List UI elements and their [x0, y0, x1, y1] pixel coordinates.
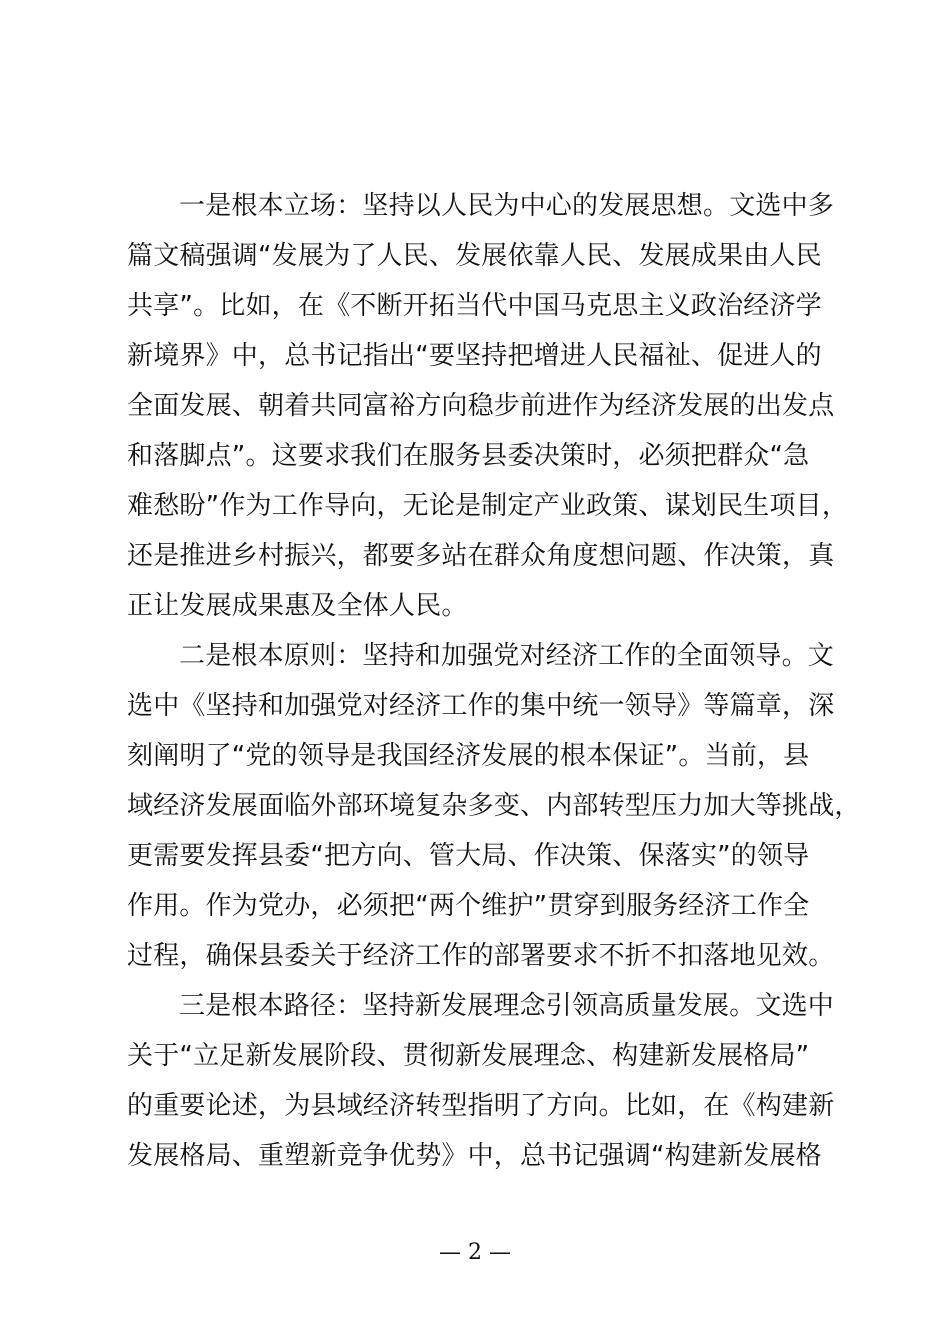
- text-line: 和落脚点”。这要求我们在服务县委决策时，必须把群众“急: [127, 441, 810, 471]
- text-line: 发展格局、重塑新竞争优势》中，总书记强调“构建新发展格: [127, 1141, 822, 1171]
- text-line: 更需要发挥县委“把方向、管大局、作决策、保落实”的领导: [127, 841, 810, 871]
- page-number: — 2 —: [439, 1240, 511, 1265]
- text-line: 二是根本原则：坚持和加强党对经济工作的全面领导。文: [179, 641, 835, 671]
- text-line: 作用。作为党办，必须把“两个维护”贯穿到服务经济工作全: [127, 891, 810, 921]
- paragraph-1: [127, 181, 849, 631]
- text-line: 刻阐明了“党的领导是我国经济发展的根本保证”。当前，县: [127, 741, 810, 771]
- text-line: 域经济发展面临外部环境复杂多变、内部转型压力加大等挑战，: [127, 791, 861, 821]
- paragraph-3: [127, 981, 841, 1181]
- text-line: 过程，确保县委关于经济工作的部署要求不折不扣落地见效。: [127, 941, 835, 971]
- text-line: 难愁盼”作为工作导向，无论是制定产业政策、谋划民生项目，: [127, 491, 849, 521]
- text-line: 正让发展成果惠及全体人民。: [127, 591, 468, 621]
- body-text: [127, 181, 861, 1181]
- text-line: 关于“立足新发展阶段、贯彻新发展理念、构建新发展格局”: [127, 1041, 810, 1071]
- text-line: 篇文稿强调“发展为了人民、发展依靠人民、发展成果由人民: [127, 241, 822, 271]
- text-line: 三是根本路径：坚持新发展理念引领高质量发展。文选中: [179, 991, 835, 1021]
- text-line: 共享”。比如，在《不断开拓当代中国马克思主义政治经济学: [127, 291, 822, 321]
- text-line: 选中《坚持和加强党对经济工作的集中统一领导》等篇章，深: [127, 691, 835, 721]
- text-line: 的重要论述，为县域经济转型指明了方向。比如，在《构建新: [127, 1091, 835, 1121]
- text-line: 新境界》中，总书记指出“要坚持把增进人民福祉、促进人的: [127, 341, 822, 371]
- text-line: 一是根本立场：坚持以人民为中心的发展思想。文选中多: [179, 191, 835, 221]
- text-line: 全面发展、朝着共同富裕方向稳步前进作为经济发展的出发点: [127, 391, 835, 421]
- text-line: 还是推进乡村振兴，都要多站在群众角度想问题、作决策，真: [127, 541, 835, 571]
- paragraph-2: [127, 631, 861, 981]
